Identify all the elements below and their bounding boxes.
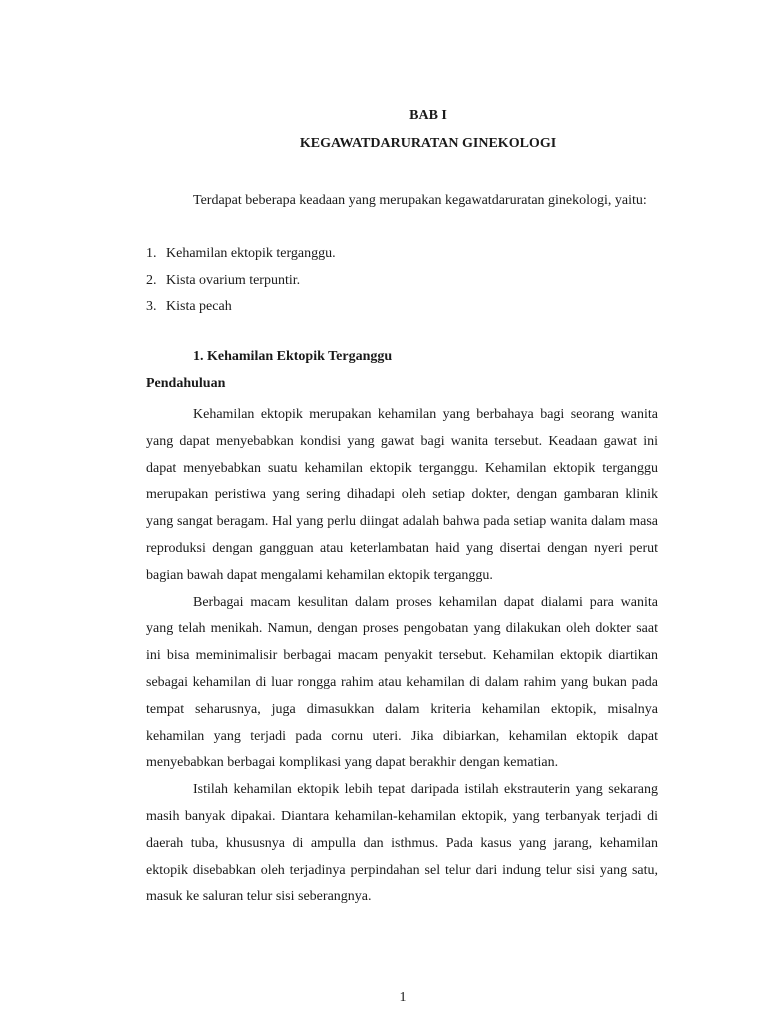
list-item-number: 3. xyxy=(146,299,157,314)
section-heading: 1. Kehamilan Ektopik Terganggu xyxy=(193,349,393,364)
body-paragraph: Berbagai macam kesulitan dalam proses kehamilan dapat dialami para wanita yang telah menikah. Namun, dengan proses pengobatan yang dilakukan oleh dokter saat ini bisa meminimalisir berbagai macam penyakit tersebut. Kehamilan ektopik diartikan sebagai kehamilan di luar rongga rahim atau kehamilan di dalam rahim yang bukan pada tempat seharusnya, juga dimasukkan dalam kriteria kehamilan ektopik, misalnya kehamilan yang terjadi pada cornu uteri. Jika dibiarkan, kehamilan ektopik dapat menyebabkan berbagai komplikasi yang dapat berakhir dengan kematian. xyxy=(146,594,658,771)
page-number: 1 xyxy=(399,990,407,1005)
body-text xyxy=(146,402,658,911)
emergency-list xyxy=(146,241,666,321)
body-paragraph: Kehamilan ektopik merupakan kehamilan yang berbahaya bagi seorang wanita yang dapat menyebabkan kondisi yang gawat bagi wanita tersebut. Keadaan gawat ini dapat menyebabkan suatu kehamilan ektopik terganggu. Kehamilan ektopik terganggu merupakan peristiwa yang sering dihadapi oleh setiap dokter, dengan gambaran klinik yang sangat beragam. Hal yang perlu diingat adalah bahwa pada setiap wanita dalam masa reproduksi dengan gangguan atau keterlambatan haid yang disertai dengan nyeri perut bagian bawah dapat mengalami kehamilan ektopik terganggu. xyxy=(146,407,658,583)
list-item xyxy=(146,268,666,295)
chapter-title: KEGAWATDARURATAN GINEKOLOGI xyxy=(299,136,557,151)
list-item-text: Kista ovarium terpuntir. xyxy=(166,272,301,288)
list-item xyxy=(146,294,666,321)
sub-heading: Pendahuluan xyxy=(146,376,226,391)
list-item xyxy=(146,241,666,268)
list-item-number: 1. xyxy=(146,246,157,261)
list-item-text: Kista pecah xyxy=(166,299,232,314)
intro-paragraph: Terdapat beberapa keadaan yang merupakan kegawatdaruratan ginekologi, yaitu: xyxy=(193,193,647,208)
list-item-text: Kehamilan ektopik terganggu. xyxy=(166,246,336,261)
list-item-number: 2. xyxy=(146,272,157,288)
body-paragraph: Istilah kehamilan ektopik lebih tepat daripada istilah ekstrauterin yang sekarang masih banyak dipakai. Diantara kehamilan-kehamilan ektopik, yang terbanyak terjadi di daerah tuba, khususnya di ampulla dan isthmus. Pada kasus yang jarang, kehamilan ektopik disebabkan oleh terjadinya perpindahan sel telur dari indung telur sisi yang satu, masuk ke saluran telur sisi seberangnya. xyxy=(146,782,658,905)
chapter-label: BAB I xyxy=(409,108,447,123)
